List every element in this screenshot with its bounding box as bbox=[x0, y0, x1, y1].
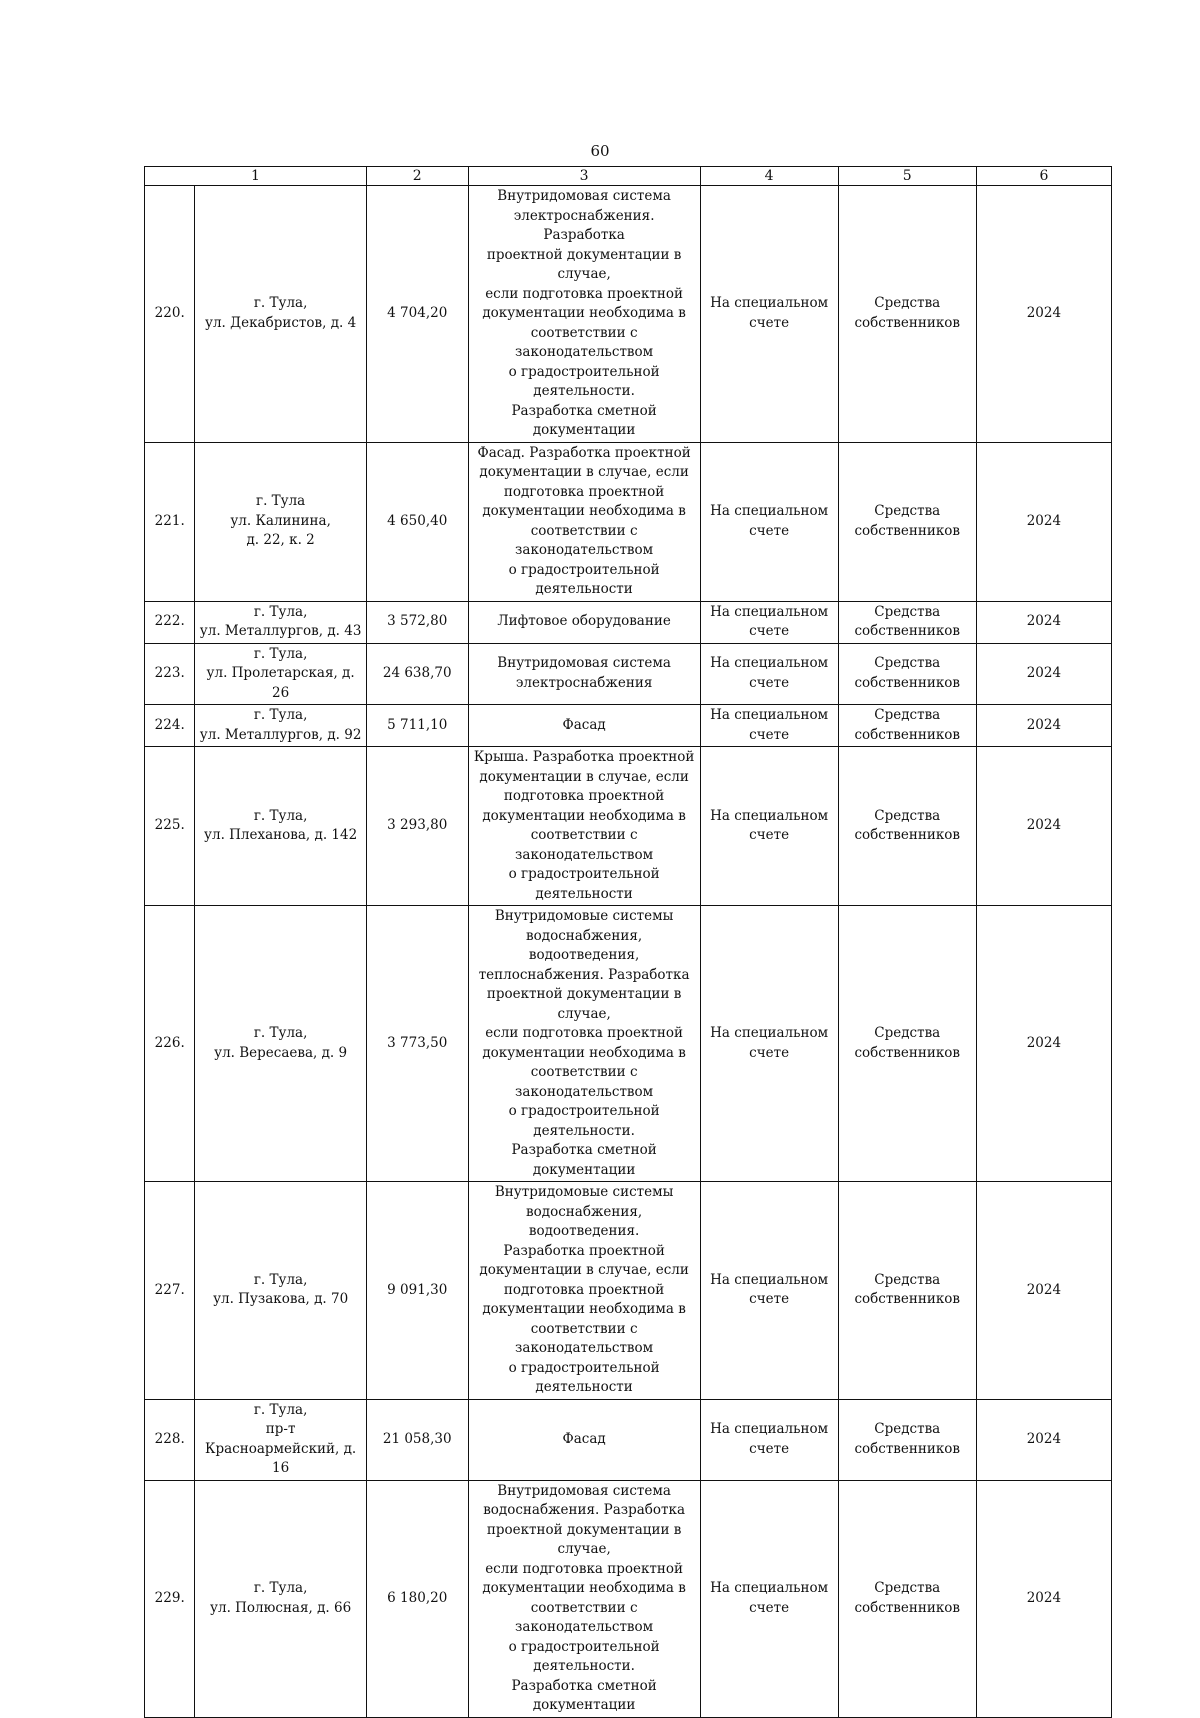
year-cell: 2024 bbox=[976, 1480, 1111, 1717]
year-cell: 2024 bbox=[976, 186, 1111, 443]
row-number-cell: 226. bbox=[145, 906, 195, 1182]
funding-source-cell: Средства собственников bbox=[838, 747, 976, 906]
row-number-cell: 221. bbox=[145, 442, 195, 601]
area-cell: 4 704,20 bbox=[366, 186, 468, 443]
work-type-cell: Внутридомовая система электроснабжения. Разработка проектной документации в случае, если подготовка проектной документации необходима в соответствии с законодательством о градостроительной деятельности. Разработка сметной документации bbox=[468, 186, 700, 443]
table-row bbox=[145, 1480, 1112, 1717]
table-row bbox=[145, 1399, 1112, 1480]
table-row bbox=[145, 705, 1112, 747]
account-type-cell: На специальном счете bbox=[700, 1182, 838, 1400]
work-type-cell: Внутридомовые системы водоснабжения, водоотведения, теплоснабжения. Разработка проектной документации в случае, если подготовка проектной документации необходима в соответствии с законодательством о градостроительной деятельности. Разработка сметной документации bbox=[468, 906, 700, 1182]
column-header: 5 bbox=[838, 167, 976, 186]
area-cell: 3 293,80 bbox=[366, 747, 468, 906]
address-cell: г. Тула, ул. Полюсная, д. 66 bbox=[195, 1480, 366, 1717]
page-number: 60 bbox=[590, 142, 610, 160]
table-row bbox=[145, 601, 1112, 643]
account-type-cell: На специальном счете bbox=[700, 601, 838, 643]
table-row bbox=[145, 442, 1112, 601]
work-type-cell: Фасад. Разработка проектной документации в случае, если подготовка проектной документации необходима в соответствии с законодательством о градостроительной деятельности bbox=[468, 442, 700, 601]
account-type-cell: На специальном счете bbox=[700, 747, 838, 906]
funding-source-cell: Средства собственников bbox=[838, 186, 976, 443]
row-number-cell: 220. bbox=[145, 186, 195, 443]
column-header: 3 bbox=[468, 167, 700, 186]
address-cell: г. Тула, пр-т Красноармейский, д. 16 bbox=[195, 1399, 366, 1480]
address-cell: г. Тула, ул. Вересаева, д. 9 bbox=[195, 906, 366, 1182]
row-number-cell: 227. bbox=[145, 1182, 195, 1400]
year-cell: 2024 bbox=[976, 601, 1111, 643]
column-header: 6 bbox=[976, 167, 1111, 186]
work-type-cell: Фасад bbox=[468, 1399, 700, 1480]
account-type-cell: На специальном счете bbox=[700, 1480, 838, 1717]
account-type-cell: На специальном счете bbox=[700, 906, 838, 1182]
row-number-cell: 223. bbox=[145, 643, 195, 705]
area-cell: 21 058,30 bbox=[366, 1399, 468, 1480]
area-cell: 4 650,40 bbox=[366, 442, 468, 601]
area-cell: 9 091,30 bbox=[366, 1182, 468, 1400]
work-type-cell: Крыша. Разработка проектной документации в случае, если подготовка проектной документации необходима в соответствии с законодательством о градостроительной деятельности bbox=[468, 747, 700, 906]
account-type-cell: На специальном счете bbox=[700, 705, 838, 747]
funding-source-cell: Средства собственников bbox=[838, 1480, 976, 1717]
work-type-cell: Внутридомовые системы водоснабжения, водоотведения. Разработка проектной документации в случае, если подготовка проектной документации необходима в соответствии с законодательством о градостроительной деятельности bbox=[468, 1182, 700, 1400]
funding-source-cell: Средства собственников bbox=[838, 442, 976, 601]
column-header: 4 bbox=[700, 167, 838, 186]
header-row bbox=[145, 167, 1112, 186]
area-cell: 6 180,20 bbox=[366, 1480, 468, 1717]
year-cell: 2024 bbox=[976, 1182, 1111, 1400]
account-type-cell: На специальном счете bbox=[700, 1399, 838, 1480]
area-cell: 24 638,70 bbox=[366, 643, 468, 705]
work-type-cell: Внутридомовая система водоснабжения. Разработка проектной документации в случае, если подготовка проектной документации необходима в соответствии с законодательством о градостроительной деятельности. Разработка сметной документации bbox=[468, 1480, 700, 1717]
address-cell: г. Тула ул. Калинина, д. 22, к. 2 bbox=[195, 442, 366, 601]
table-row bbox=[145, 1182, 1112, 1400]
repair-table bbox=[144, 166, 1112, 1718]
address-cell: г. Тула, ул. Пролетарская, д. 26 bbox=[195, 643, 366, 705]
funding-source-cell: Средства собственников bbox=[838, 906, 976, 1182]
funding-source-cell: Средства собственников bbox=[838, 1182, 976, 1400]
area-cell: 3 773,50 bbox=[366, 906, 468, 1182]
table-body bbox=[145, 186, 1112, 1718]
year-cell: 2024 bbox=[976, 747, 1111, 906]
table-row bbox=[145, 906, 1112, 1182]
work-type-cell: Лифтовое оборудование bbox=[468, 601, 700, 643]
table-row bbox=[145, 747, 1112, 906]
row-number-cell: 225. bbox=[145, 747, 195, 906]
address-cell: г. Тула, ул. Декабристов, д. 4 bbox=[195, 186, 366, 443]
column-header: 1 bbox=[145, 167, 367, 186]
row-number-cell: 224. bbox=[145, 705, 195, 747]
address-cell: г. Тула, ул. Металлургов, д. 43 bbox=[195, 601, 366, 643]
address-cell: г. Тула, ул. Пузакова, д. 70 bbox=[195, 1182, 366, 1400]
address-cell: г. Тула, ул. Металлургов, д. 92 bbox=[195, 705, 366, 747]
row-number-cell: 229. bbox=[145, 1480, 195, 1717]
row-number-cell: 228. bbox=[145, 1399, 195, 1480]
account-type-cell: На специальном счете bbox=[700, 186, 838, 443]
year-cell: 2024 bbox=[976, 705, 1111, 747]
funding-source-cell: Средства собственников bbox=[838, 1399, 976, 1480]
year-cell: 2024 bbox=[976, 906, 1111, 1182]
year-cell: 2024 bbox=[976, 643, 1111, 705]
table-row bbox=[145, 186, 1112, 443]
area-cell: 3 572,80 bbox=[366, 601, 468, 643]
account-type-cell: На специальном счете bbox=[700, 442, 838, 601]
year-cell: 2024 bbox=[976, 1399, 1111, 1480]
work-type-cell: Фасад bbox=[468, 705, 700, 747]
row-number-cell: 222. bbox=[145, 601, 195, 643]
funding-source-cell: Средства собственников bbox=[838, 601, 976, 643]
address-cell: г. Тула, ул. Плеханова, д. 142 bbox=[195, 747, 366, 906]
funding-source-cell: Средства собственников bbox=[838, 705, 976, 747]
account-type-cell: На специальном счете bbox=[700, 643, 838, 705]
column-header: 2 bbox=[366, 167, 468, 186]
area-cell: 5 711,10 bbox=[366, 705, 468, 747]
table-row bbox=[145, 643, 1112, 705]
work-type-cell: Внутридомовая система электроснабжения bbox=[468, 643, 700, 705]
funding-source-cell: Средства собственников bbox=[838, 643, 976, 705]
year-cell: 2024 bbox=[976, 442, 1111, 601]
